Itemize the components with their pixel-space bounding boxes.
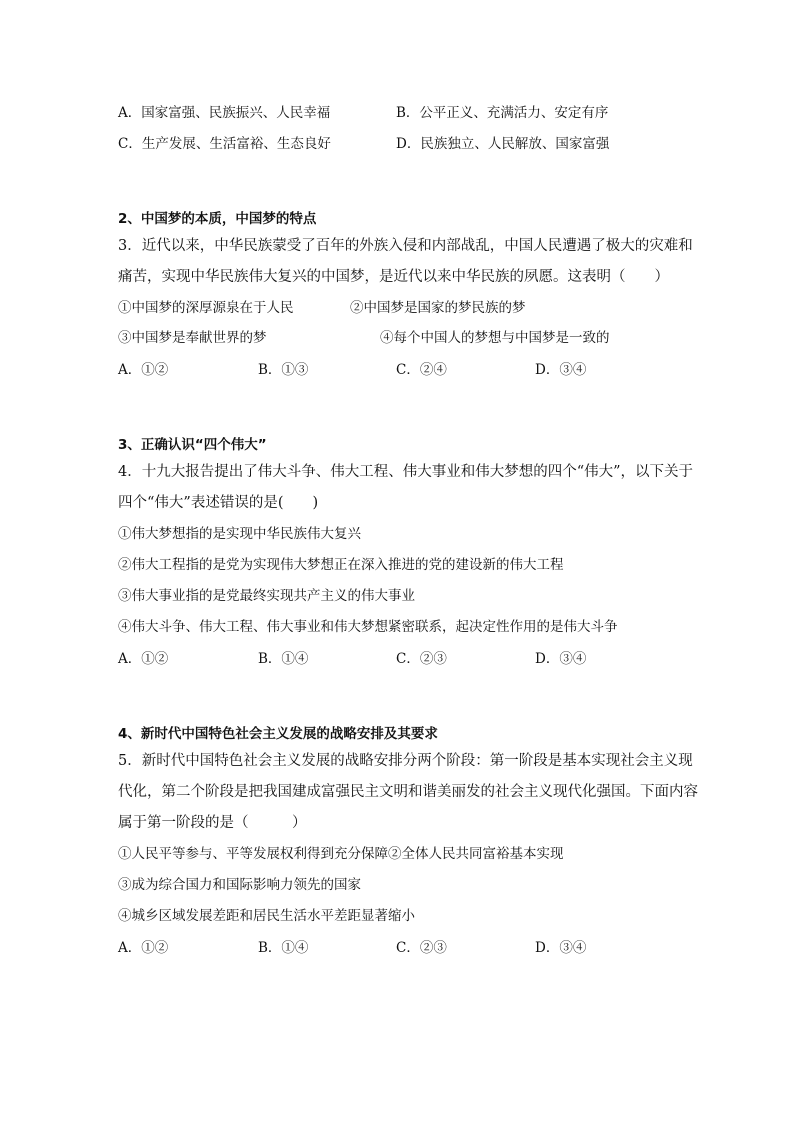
question-text: 4．十九大报告提出了伟大斗争、伟大工程、伟大事业和伟大梦想的四个“伟大”，以下关于 xyxy=(118,464,694,480)
question-text: 痛苦，实现中华民族伟大复兴的中国梦，是近代以来中华民族的夙愿。这表明（ ） xyxy=(118,269,669,285)
answer-option: C．②③ xyxy=(396,651,447,667)
option-c: C．生产发展、生活富裕、生态良好 xyxy=(118,136,331,152)
statement: ①伟大梦想指的是实现中华民族伟大复兴 xyxy=(118,526,361,542)
question-text: 四个“伟大”表述错误的是( ) xyxy=(118,495,319,511)
statement: ④城乡区域发展差距和居民生活水平差距显著缩小 xyxy=(118,908,415,924)
question-text: 属于第一阶段的是（ ） xyxy=(118,815,307,831)
statement: ④伟大斗争、伟大工程、伟大事业和伟大梦想紧密联系，起决定性作用的是伟大斗争 xyxy=(118,619,618,635)
answer-option: D．③④ xyxy=(535,362,587,378)
statement: ④每个中国人的梦想与中国梦是一致的 xyxy=(380,330,610,346)
answer-option: B．①④ xyxy=(258,651,309,667)
question-text: 5．新时代中国特色社会主义发展的战略安排分两个阶段：第一阶段是基本实现社会主义现 xyxy=(118,753,693,769)
section-heading: 2、中国梦的本质，中国梦的特点 xyxy=(118,211,317,227)
answer-option: D．③④ xyxy=(535,940,587,956)
question-text: 3．近代以来，中华民族蒙受了百年的外族入侵和内部战乱，中国人民遭遇了极大的灾难和 xyxy=(118,238,693,254)
statement: ③中国梦是奉献世界的梦 xyxy=(118,330,267,346)
statement: ①中国梦的深厚源泉在于人民 xyxy=(118,300,294,316)
statement: ③成为综合国力和国际影响力领先的国家 xyxy=(118,877,361,893)
answer-option: A．①② xyxy=(118,362,169,378)
answer-option: A．①② xyxy=(118,940,169,956)
answer-option: B．①④ xyxy=(258,940,309,956)
answer-option: D．③④ xyxy=(535,651,587,667)
section-heading: 4、新时代中国特色社会主义发展的战略安排及其要求 xyxy=(118,726,438,742)
option-a: A．国家富强、民族振兴、人民幸福 xyxy=(118,105,331,121)
section-heading: 3、正确认识“四个伟大” xyxy=(118,437,267,453)
statement: ①人民平等参与、平等发展权利得到充分保障②全体人民共同富裕基本实现 xyxy=(118,846,564,862)
option-d: D．民族独立、人民解放、国家富强 xyxy=(396,136,610,152)
statement: ②中国梦是国家的梦民族的梦 xyxy=(350,300,526,316)
answer-option: A．①② xyxy=(118,651,169,667)
statement: ③伟大事业指的是党最终实现共产主义的伟大事业 xyxy=(118,588,415,604)
option-b: B．公平正义、充满活力、安定有序 xyxy=(396,105,609,121)
answer-option: B．①③ xyxy=(258,362,309,378)
answer-option: C．②④ xyxy=(396,362,447,378)
question-text: 代化，第二个阶段是把我国建成富强民主文明和谐美丽发的社会主义现代化强国。下面内容 xyxy=(118,784,698,800)
answer-option: C．②③ xyxy=(396,940,447,956)
statement: ②伟大工程指的是党为实现伟大梦想正在深入推进的党的建设新的伟大工程 xyxy=(118,557,564,573)
